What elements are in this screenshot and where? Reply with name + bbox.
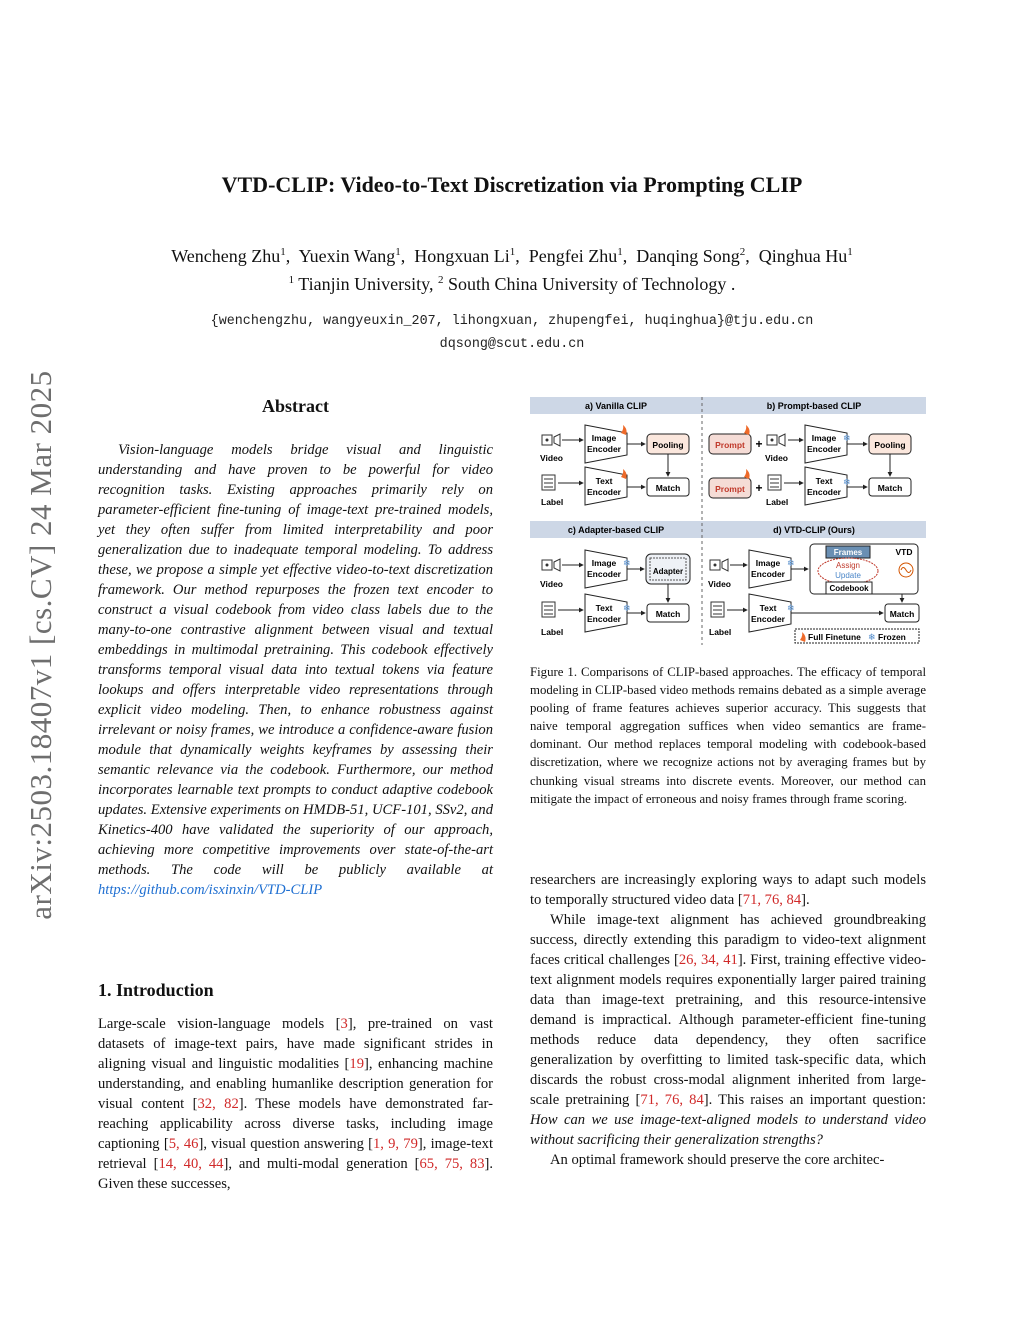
text-run: researchers are increasingly exploring ways to adapt such models to temporally structured video data [ <box>530 872 926 908</box>
svg-text:Encoder: Encoder <box>806 444 842 454</box>
svg-text:Label: Label <box>541 627 564 637</box>
author-sup: 2 <box>739 246 746 258</box>
figure-1-caption: Figure 1. Comparisons of CLIP-based approaches. The efficacy of temporal modeling in CLIP-based video methods remains debated as a simple average pooling of frame features achieves superior accuracy. This suggests that naive temporal aggregation suffices when video semantics are frame-dominant. Our method replaces temporal modeling with codebook-based discretization, where we recognize actions not by averaging frames but by chunking visual streams into discrete events. Moreover, our method can mitigate the impact of erroneous and noisy frames through frame scoring. <box>530 665 926 806</box>
author-name: Wencheng Zhu <box>171 246 281 266</box>
abstract-body <box>98 440 493 900</box>
svg-text:Assign: Assign <box>835 561 861 570</box>
svg-text:Encoder: Encoder <box>750 614 786 624</box>
author-block <box>0 240 1024 296</box>
svg-text:Match: Match <box>655 609 681 619</box>
svg-text:Label: Label <box>766 497 789 507</box>
author-sup: 1 <box>847 246 853 258</box>
text-run: An optimal framework should preserve the core architec- <box>550 1152 885 1168</box>
paragraph <box>530 1150 926 1170</box>
author-list: Wencheng Zhu$^1$, Yuexin Wang$^1$, Hongxuan Li$^1$, Pengfei Zhu$^1$, Danqing Song$^2$, Qinghua Hu$^1$ <box>171 246 853 266</box>
label-icon <box>542 475 555 490</box>
svg-text:Full Finetune: Full Finetune <box>808 632 861 642</box>
svg-text:Image: Image <box>591 433 617 443</box>
svg-text:Image: Image <box>811 433 837 443</box>
author-sup: 1 <box>509 246 516 258</box>
citation[interactable]: 71, 76, 84 <box>640 1092 704 1108</box>
text-run: ], enhancing machine understanding, and enabling humanlike description generation for visual content [ <box>98 1056 493 1112</box>
panel-d <box>708 544 919 643</box>
affiliation-1: Tianjin University, <box>298 274 434 294</box>
text-encoder <box>585 467 627 505</box>
panel-a-title: a) Vanilla CLIP <box>584 401 648 411</box>
right-column-body <box>530 870 926 1170</box>
svg-text:Text: Text <box>595 603 613 613</box>
label-icon <box>711 602 724 617</box>
citation[interactable]: 1, 9, 79 <box>372 1136 418 1152</box>
citation[interactable]: 5, 46 <box>168 1136 199 1152</box>
paper-title: VTD-CLIP: Video-to-Text Discretization via Prompting CLIP <box>221 172 803 197</box>
affil-sup: 1 <box>288 274 295 286</box>
svg-text:❄: ❄ <box>787 558 795 568</box>
affiliations <box>0 268 1024 296</box>
affiliation-2: South China University of Technology . <box>447 274 736 294</box>
author-sup: 1 <box>395 246 401 258</box>
svg-text:Match: Match <box>655 483 681 493</box>
panel-d-title: d) VTD-CLIP (Ours) <box>773 525 855 535</box>
svg-text:Match: Match <box>889 609 915 619</box>
svg-text:Text: Text <box>815 476 833 486</box>
text-run: ], pre-trained on vast datasets of image-text pairs, have made significant strides in aligning visual and linguistic modalities [ <box>98 1016 493 1072</box>
svg-text:❄: ❄ <box>623 558 631 568</box>
text-run: Large-scale vision-language models [ <box>98 1016 341 1032</box>
author-name: Qinghua Hu <box>758 246 848 266</box>
text-run: ]. These models have demonstrated far-reaching applicability across diverse tasks, including image captioning [ <box>98 1096 493 1152</box>
svg-text:Adapter: Adapter <box>652 567 684 576</box>
citation[interactable]: 26, 34, 41 <box>678 952 738 968</box>
paragraph <box>530 910 926 1150</box>
author-name: Yuexin Wang <box>298 246 396 266</box>
svg-text:Pooling: Pooling <box>652 440 684 450</box>
author-name: Danqing Song <box>636 246 740 266</box>
text-run: ]. This raises an important question: <box>703 1092 927 1108</box>
svg-text:Text: Text <box>759 603 777 613</box>
svg-text:❄: ❄ <box>623 603 631 613</box>
text-run: ], and multi-modal generation [ <box>223 1156 420 1172</box>
author-name: Hongxuan Li <box>414 246 510 266</box>
citation[interactable]: 3 <box>340 1016 348 1032</box>
svg-text:Frames: Frames <box>833 548 863 557</box>
panel-b <box>709 425 911 507</box>
citation[interactable]: 65, 75, 83 <box>419 1156 485 1172</box>
email-line-1: {wenchengzhu, wangyeuxin_207, lihongxuan, zhupengfei, huqinghua}@tju.edu.cn <box>210 314 814 329</box>
svg-text:Encoder: Encoder <box>750 569 786 579</box>
research-question: How can we use image-text-aligned models to understand video without sacrificing their generalization strengths? <box>530 1112 926 1148</box>
svg-text:Video: Video <box>765 453 788 463</box>
svg-text:Image: Image <box>755 558 781 568</box>
text-run: ]. Given these successes, <box>98 1156 494 1192</box>
panel-b-title: b) Prompt-based CLIP <box>766 401 862 411</box>
svg-text:Prompt: Prompt <box>715 484 745 494</box>
svg-text:VTD: VTD <box>895 547 913 557</box>
citation[interactable]: 19 <box>349 1056 365 1072</box>
svg-text:Label: Label <box>709 627 732 637</box>
video-icon <box>542 559 560 571</box>
author-name: Pengfei Zhu <box>528 246 618 266</box>
text-run: ], visual question answering [ <box>198 1136 373 1152</box>
svg-text:Text: Text <box>595 476 613 486</box>
arxiv-sidebar-stamp <box>18 350 64 940</box>
svg-text:Encoder: Encoder <box>586 569 622 579</box>
author-sup: 1 <box>617 246 623 258</box>
svg-text:Pooling: Pooling <box>874 440 906 450</box>
video-icon <box>710 559 728 571</box>
svg-text:Encoder: Encoder <box>586 614 622 624</box>
svg-text:Video: Video <box>540 579 563 589</box>
svg-text:Video: Video <box>708 579 731 589</box>
citation[interactable]: 32, 82 <box>197 1096 239 1112</box>
svg-text:+: + <box>755 437 763 451</box>
text-run: ]. <box>801 892 810 908</box>
svg-text:Match: Match <box>877 483 903 493</box>
email-block <box>0 310 1024 356</box>
svg-text:Codebook: Codebook <box>829 584 869 593</box>
label-label: Label <box>541 497 564 507</box>
citation[interactable]: 71, 76, 84 <box>742 892 802 908</box>
text-run: While image-text alignment has achieved groundbreaking success, directly extending this paradigm to video-text alignment faces critical challenges [ <box>530 912 926 968</box>
svg-text:Encoder: Encoder <box>586 487 622 497</box>
affil-sup: 2 <box>437 274 444 286</box>
video-icon <box>767 434 785 446</box>
abstract-text: Vision-language models bridge visual and linguistic understanding and have proven to be powerful for video recognition tasks. Existing approaches primarily rely on parameter-efficient fine-tuning of image-text pre-trained models, yet they often suffer from limited interpretability and poor generalization due to inadequate temporal modeling. To address these, we propose a simple yet effective video-to-text discretization framework. Our method repurposes the frozen text encoder to construct a visual codebook from video class labels due to the many-to-one contrastive alignment between visual and textual embeddings in multimodal pretraining. This codebook effectively transforms temporal visual data into textual tokens via feature lookups and offers interpretable video representations through explicit video modeling. Then, to enhance robustness against irrelevant or noisy frames, we introduce a confidence-aware fusion module that dynamically weights keyframes by assessing their semantic relevance via the codebook. Furthermore, our method incorporates learnable text prompts to conduct adaptive codebook updates. Extensive experiments on HMDB-51, UCF-101, SSv2, and Kinetics-400 have validated the superiority of our approach, achieving more competitive improvements over state-of-the-art methods. The code will be publicly available at <box>98 442 493 878</box>
code-link[interactable]: https://github.com/isxinxin/VTD-CLIP <box>98 882 323 898</box>
citation[interactable]: 14, 40, 44 <box>158 1156 224 1172</box>
text-run: ], image-text retrieval [ <box>98 1136 494 1172</box>
svg-text:❄: ❄ <box>787 603 795 613</box>
svg-text:Frozen: Frozen <box>878 632 906 642</box>
svg-text:Encoder: Encoder <box>586 444 622 454</box>
intro-paragraph <box>98 1014 493 1194</box>
intro-heading: 1. Introduction <box>98 980 214 1000</box>
author-sup: 1 <box>280 246 286 258</box>
label-icon <box>542 602 555 617</box>
panel-c <box>540 550 690 637</box>
svg-text:Encoder: Encoder <box>806 487 842 497</box>
svg-text:Update: Update <box>835 571 861 580</box>
label-icon <box>768 475 781 490</box>
video-icon <box>542 434 560 446</box>
svg-text:Image: Image <box>591 558 617 568</box>
video-label: Video <box>540 453 563 463</box>
svg-text:❄: ❄ <box>843 477 851 487</box>
text-encoder <box>805 467 847 505</box>
text-encoder <box>585 594 627 632</box>
snowflake-icon: ❄ <box>843 433 851 443</box>
arxiv-id: arXiv:2503.18407v1 [cs.CV] 24 Mar 2025 <box>23 370 58 920</box>
svg-text:Prompt: Prompt <box>715 440 745 450</box>
email-line-2: dqsong@scut.edu.cn <box>439 337 585 352</box>
figure-1-diagram <box>530 397 926 645</box>
panel-a <box>540 425 689 507</box>
abstract-heading: Abstract <box>262 396 329 416</box>
panel-c-title: c) Adapter-based CLIP <box>567 525 665 535</box>
svg-text:❄: ❄ <box>868 632 876 642</box>
paragraph <box>530 870 926 910</box>
text-run: ]. First, training effective video-text alignment models requires exponentially larger paired training data than image-text pretraining, and this resource-intensive demand is impractical. Although parameter-efficient fine-tuning methods reduce data dependency, they often sacrifice generalization by overfitting to limited task-specific data, which discards the robust cross-modal alignment inherited from large-scale pretraining [ <box>530 952 927 1108</box>
svg-text:+: + <box>755 481 763 495</box>
text-encoder <box>749 594 791 632</box>
